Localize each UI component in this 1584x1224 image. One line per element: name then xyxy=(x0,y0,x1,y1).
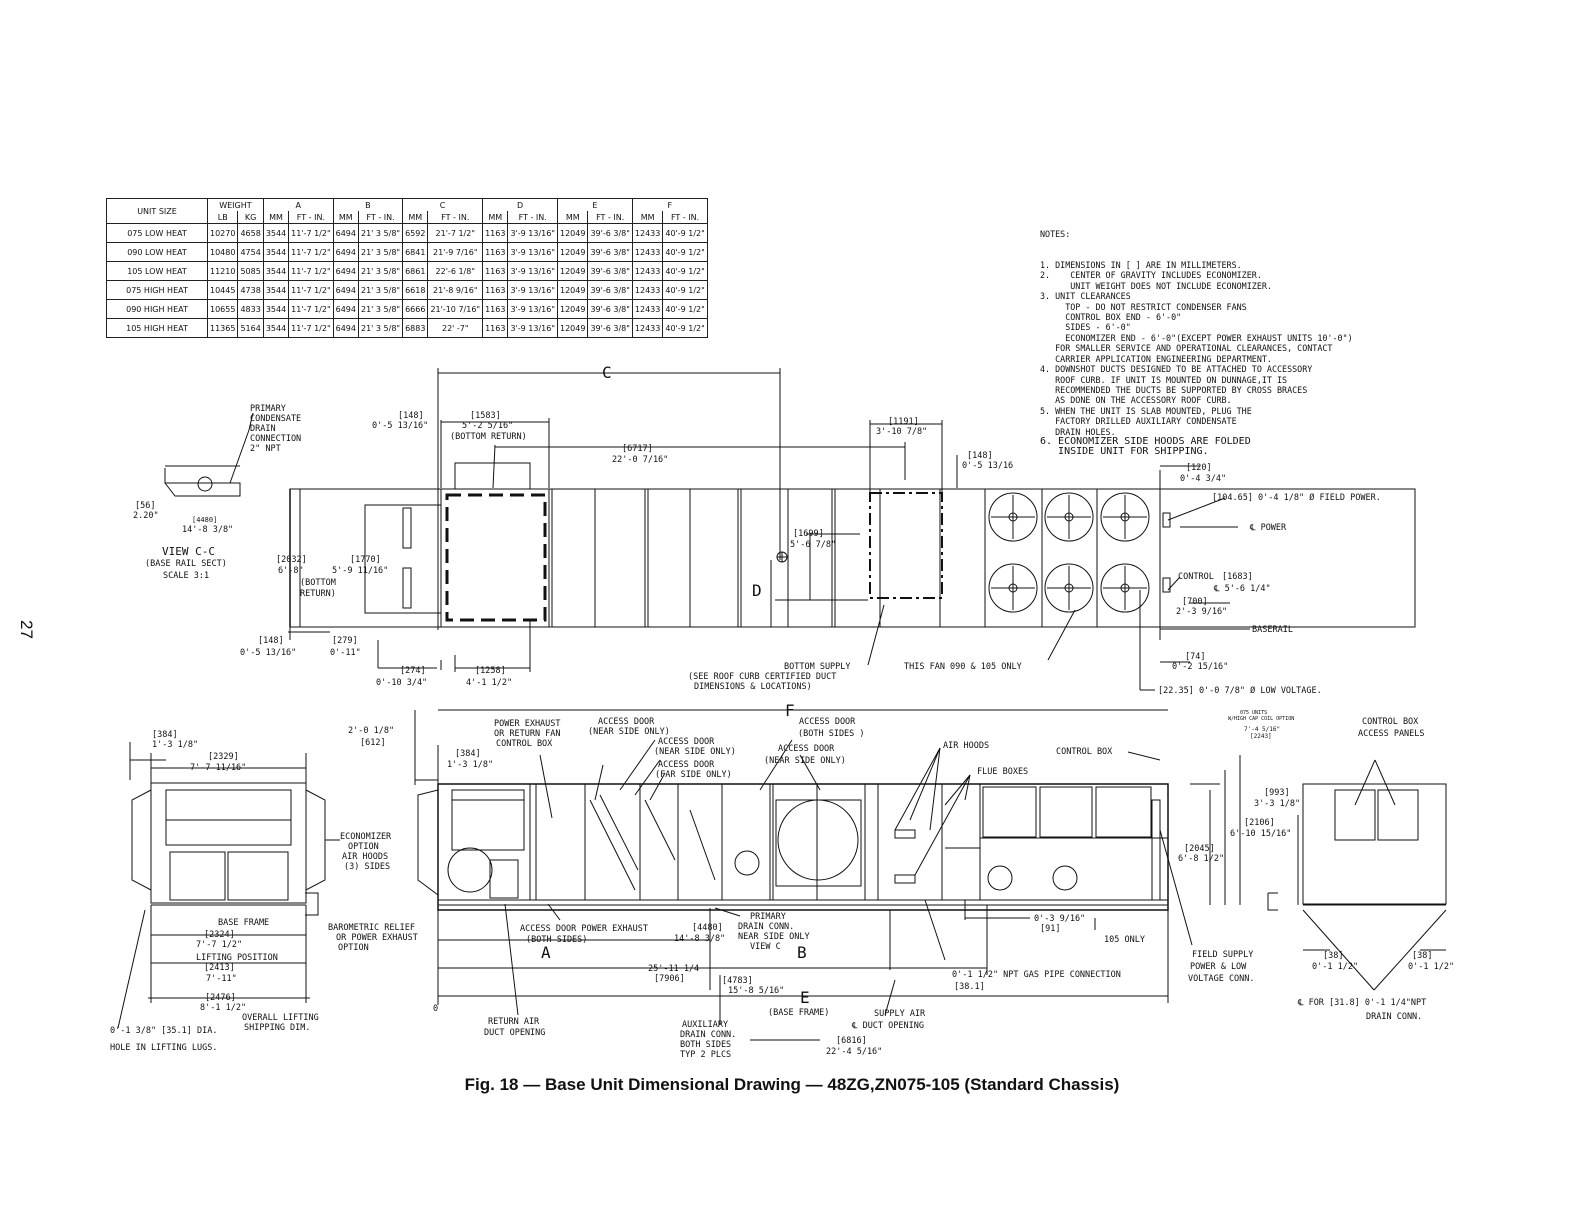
table-cell: 11'-7 1/2" xyxy=(289,243,333,262)
condenser-fans xyxy=(989,489,1149,627)
note-line: ROOF CURB. IF UNIT IS MOUNTED ON DUNNAGE,IT IS xyxy=(1040,374,1288,385)
note-line: INSIDE UNIT FOR SHIPPING. xyxy=(1040,446,1209,458)
label-power-exhaust-2: CONTROL BOX xyxy=(496,739,553,749)
label-auxiliary-2: BOTH SIDES xyxy=(680,1040,732,1050)
table-cell: 6883 xyxy=(403,319,428,338)
label-d56-in: 2.20" xyxy=(133,511,159,521)
label-d2476-mm: [2476] xyxy=(205,993,236,1003)
table-header-c: C xyxy=(403,199,483,212)
label-overall-1: SHIPPING DIM. xyxy=(244,1023,311,1033)
table-cell: 6494 xyxy=(333,319,358,338)
notes-heading: NOTES: xyxy=(1040,228,1071,239)
label-field-supply-2: VOLTAGE CONN. xyxy=(1188,974,1255,984)
label-primary-drain-0: PRIMARY xyxy=(750,912,786,922)
table-cell: 39'-6 3/8" xyxy=(588,224,632,243)
table-subheader: FT - IN. xyxy=(428,211,483,224)
label-primary-condensate-4: 2" NPT xyxy=(250,444,281,454)
label-d2413-ft: 7'-11" xyxy=(206,974,237,984)
label-this-fan: THIS FAN 090 & 105 ONLY xyxy=(904,662,1022,672)
label-d4480-ft: 14'-8 3/8" xyxy=(182,525,234,535)
note-line: UNIT WEIGHT DOES NOT INCLUDE ECONOMIZER. xyxy=(1040,280,1272,291)
table-subheader: MM xyxy=(263,211,288,224)
table-cell: 39'-6 3/8" xyxy=(588,262,632,281)
label-d1583-ft: 5'-2 5/16" xyxy=(462,421,514,431)
table-cell: 40'-9 1/2" xyxy=(663,300,707,319)
label-d384b-mm: [384] xyxy=(455,749,481,759)
table-cell: 21' 3 5/8" xyxy=(358,281,402,300)
note-line: 1. DIMENSIONS IN [ ] ARE IN MILLIMETERS. xyxy=(1040,260,1242,271)
table-cell: 12433 xyxy=(632,300,662,319)
label-d148c-ft: 0'-5 13/16" xyxy=(240,648,297,658)
label-d148c-mm: [148] xyxy=(258,636,284,646)
table-cell: 10445 xyxy=(208,281,238,300)
table-cell: 11'-7 1/2" xyxy=(289,300,333,319)
label-base-frame2: (BASE FRAME) xyxy=(768,1008,830,1018)
label-d2045-ft: 6'-8 1/2" xyxy=(1178,854,1225,864)
label-economizer-0: ECONOMIZER xyxy=(340,832,392,842)
label-access-near1-1: (NEAR SIDE ONLY) xyxy=(588,727,670,737)
label-access-near3-0: ACCESS DOOR xyxy=(778,744,835,754)
table-subheader: MM xyxy=(558,211,588,224)
label-base-frame: BASE FRAME xyxy=(218,918,270,928)
table-cell: 11'-7 1/2" xyxy=(289,262,333,281)
label-d1699-ft: 5'-6 7/8" xyxy=(790,540,837,550)
label-overall-0: OVERALL LIFTING xyxy=(242,1013,319,1023)
label-d4783-mm: [4783] xyxy=(722,976,753,986)
table-cell-unit-size: 090 HIGH HEAT xyxy=(107,300,208,319)
table-cell: 3544 xyxy=(263,300,288,319)
table-cell: 21'-7 1/2" xyxy=(428,224,483,243)
table-cell: 39'-6 3/8" xyxy=(588,300,632,319)
table-cell: 40'-9 1/2" xyxy=(663,243,707,262)
label-d91-mm: [91] xyxy=(1040,924,1061,934)
table-cell: 12049 xyxy=(558,319,588,338)
label-auxiliary-1: DRAIN CONN. xyxy=(680,1030,737,1040)
label-auxiliary-3: TYP 2 PLCS xyxy=(680,1050,732,1060)
table-cell: 40'-9 1/2" xyxy=(663,262,707,281)
label-gas-pipe-0: 0'-1 1/2" NPT GAS PIPE CONNECTION xyxy=(952,970,1121,980)
label-d6816-mm: [6816] xyxy=(836,1036,867,1046)
label-d4480-mm: [4480] xyxy=(192,516,218,524)
label-d2032-mm: [2032] xyxy=(276,555,307,565)
table-cell: 22'-6 1/8" xyxy=(428,262,483,281)
label-barometric-0: BAROMETRIC RELIEF xyxy=(328,923,415,933)
label-d384a-mm: [384] xyxy=(152,730,178,740)
table-cell: 12433 xyxy=(632,262,662,281)
table-cell: 6494 xyxy=(333,243,358,262)
table-subheader: MM xyxy=(483,211,508,224)
label-field-supply-1: POWER & LOW xyxy=(1190,962,1247,972)
label-power: ℄ POWER xyxy=(1250,523,1287,533)
label-d7906-ft: 25'-11 1/4 xyxy=(648,964,700,974)
label-field-power: [104.65] 0'-4 1/8" Ø FIELD POWER. xyxy=(1212,493,1381,503)
table-cell: 21'-8 9/16" xyxy=(428,281,483,300)
note-line: TOP - DO NOT RESTRICT CONDENSER FANS xyxy=(1040,301,1247,312)
note-line: FACTORY DRILLED AUXILIARY CONDENSATE xyxy=(1040,416,1237,427)
dim-letter-c: C xyxy=(602,363,612,382)
label-coil-option-1: W/HIGH CAP COIL OPTION xyxy=(1228,716,1295,722)
table-cell: 3'-9 13/16" xyxy=(508,224,558,243)
label-d1770-ft: 5'-9 11/16" xyxy=(332,566,389,576)
label-access-both-0: ACCESS DOOR xyxy=(799,717,856,727)
note-line: AS DONE ON THE ACCESSORY ROOF CURB. xyxy=(1040,395,1232,406)
label-d74-ft: 0'-2 15/16" xyxy=(1172,662,1229,672)
label-access-near3-1: (NEAR SIDE ONLY) xyxy=(764,756,846,766)
label-gas-pipe-1: [38.1] xyxy=(954,982,985,992)
note-line: 4. DOWNSHOT DUCTS DESIGNED TO BE ATTACHED TO ACCESSORY xyxy=(1040,364,1313,375)
table-cell: 1163 xyxy=(483,224,508,243)
label-d1770-note2: RETURN) xyxy=(300,589,336,599)
label-d7906-mm: [7906] xyxy=(654,974,685,984)
label-auxiliary-0: AUXILIARY xyxy=(682,1020,729,1030)
table-cell: 3544 xyxy=(263,243,288,262)
label-d2032-ft: 6'-8" xyxy=(278,566,304,576)
table-subheader: MM xyxy=(632,211,662,224)
table-cell: 6592 xyxy=(403,224,428,243)
table-cell: 1163 xyxy=(483,281,508,300)
table-cell: 11'-7 1/2" xyxy=(289,224,333,243)
label-view-cc-sub: (BASE RAIL SECT) xyxy=(145,559,227,569)
table-cell: 12433 xyxy=(632,281,662,300)
dim-letter-b: B xyxy=(797,943,807,962)
table-subheader: FT - IN. xyxy=(289,211,333,224)
label-primary-condensate-0: PRIMARY xyxy=(250,404,286,414)
label-d38a-ft: 0'-1 1/2" xyxy=(1312,962,1359,972)
page-number: 27 xyxy=(17,620,36,639)
table-cell: 1163 xyxy=(483,262,508,281)
label-primary-condensate-2: DRAIN xyxy=(250,424,276,434)
table-subheader: FT - IN. xyxy=(508,211,558,224)
label-bottom-supply-1: (SEE ROOF CURB CERTIFIED DUCT xyxy=(688,672,837,682)
label-coil-option-2: 7'-4 5/16" xyxy=(1244,726,1281,733)
label-d1683-mm: [1683] xyxy=(1222,572,1253,582)
label-economizer-1: OPTION xyxy=(348,842,379,852)
table-subheader: MM xyxy=(333,211,358,224)
table-cell: 11210 xyxy=(208,262,238,281)
label-control-box-access-0: CONTROL BOX xyxy=(1362,717,1419,727)
table-cell: 12433 xyxy=(632,319,662,338)
label-access-near1-0: ACCESS DOOR xyxy=(598,717,655,727)
label-d2324-mm: [2324] xyxy=(204,930,235,940)
label-lug-hole-0: 0'-1 3/8" [35.1] DIA. xyxy=(110,1026,218,1036)
table-cell: 40'-9 1/2" xyxy=(663,319,707,338)
table-cell: 21' 3 5/8" xyxy=(358,319,402,338)
table-cell: 6841 xyxy=(403,243,428,262)
label-d2476-ft: 8'-1 1/2" xyxy=(200,1003,247,1013)
label-low-voltage: [22.35] 0'-0 7/8" Ø LOW VOLTAGE. xyxy=(1158,686,1322,696)
label-access-near2-0: ACCESS DOOR xyxy=(658,737,715,747)
bottom-return-outline xyxy=(447,495,545,620)
table-cell: 10270 xyxy=(208,224,238,243)
table-subheader: KG xyxy=(238,211,263,224)
label-d6717-mm: [6717] xyxy=(622,444,653,454)
side-view-labels xyxy=(110,710,1454,1060)
label-access-far-1: (FAR SIDE ONLY) xyxy=(655,770,732,780)
table-cell: 6494 xyxy=(333,281,358,300)
top-view-labels xyxy=(133,404,1381,696)
table-cell: 39'-6 3/8" xyxy=(588,281,632,300)
label-d384a-ft: 1'-3 1/8" xyxy=(152,740,199,750)
note-line: 6. ECONOMIZER SIDE HOODS ARE FOLDED xyxy=(1040,435,1251,447)
label-access-near2-1: (NEAR SIDE ONLY) xyxy=(654,747,736,757)
label-d1258-ft: 4'-1 1/2" xyxy=(466,678,513,688)
label-d2329-ft: 7'-7 11/16" xyxy=(190,763,247,773)
label-view-cc-scale: SCALE 3:1 xyxy=(163,571,210,581)
label-drain-conn-0: ℄ FOR [31.8] 0'-1 1/4"NPT xyxy=(1298,998,1427,1008)
label-lifting: LIFTING POSITION xyxy=(196,953,278,963)
label-d120-ft: 0'-4 3/4" xyxy=(1180,474,1227,484)
table-cell: 21' 3 5/8" xyxy=(358,224,402,243)
label-zero: 0 xyxy=(433,1004,439,1014)
label-barometric-1: OR POWER EXHAUST xyxy=(336,933,418,943)
table-cell: 21'-10 7/16" xyxy=(428,300,483,319)
table-subheader: FT - IN. xyxy=(588,211,632,224)
label-d4783-ft: 15'-8 5/16" xyxy=(728,986,785,996)
label-d279-ft: 0'-11" xyxy=(330,648,361,658)
table-cell: 3'-9 13/16" xyxy=(508,262,558,281)
table-cell: 21'-9 7/16" xyxy=(428,243,483,262)
table-cell-unit-size: 075 HIGH HEAT xyxy=(107,281,208,300)
label-d6717-ft: 22'-0 7/16" xyxy=(612,455,669,465)
label-d993-mm: [993] xyxy=(1264,788,1290,798)
label-d1191-ft: 3'-10 7/8" xyxy=(876,427,928,437)
table-cell: 6618 xyxy=(403,281,428,300)
label-bottom-supply-0: BOTTOM SUPPLY xyxy=(784,662,851,672)
label-d148-ft: 0'-5 13/16" xyxy=(372,421,429,431)
label-primary-condensate-3: CONNECTION xyxy=(250,434,302,444)
table-cell: 3544 xyxy=(263,262,288,281)
table-cell: 1163 xyxy=(483,300,508,319)
label-access-far-0: ACCESS DOOR xyxy=(658,760,715,770)
label-lug-hole-1: HOLE IN LIFTING LUGS. xyxy=(110,1043,218,1053)
label-d120-mm: [120] xyxy=(1186,463,1212,473)
table-header-a: A xyxy=(263,199,333,212)
label-d274-mm: [274] xyxy=(400,666,426,676)
table-cell: 21' 3 5/8" xyxy=(358,243,402,262)
table-cell: 5085 xyxy=(238,262,263,281)
label-control-box: CONTROL BOX xyxy=(1056,747,1113,757)
figure-caption: Fig. 18 — Base Unit Dimensional Drawing — 48ZG,ZN075-105 (Standard Chassis) xyxy=(464,1075,1120,1094)
label-d2-0-mm: [612] xyxy=(360,738,386,748)
label-economizer-3: (3) SIDES xyxy=(344,862,391,872)
label-d6816-ft: 22'-4 5/16" xyxy=(826,1047,883,1057)
table-cell: 6494 xyxy=(333,300,358,319)
label-primary-drain-3: VIEW C xyxy=(750,942,781,952)
label-d1191-mm: [1191] xyxy=(888,417,919,427)
table-cell: 4738 xyxy=(238,281,263,300)
table-cell: 40'-9 1/2" xyxy=(663,224,707,243)
label-d1770-mm: [1770] xyxy=(350,555,381,565)
label-d993-ft: 3'-3 1/8" xyxy=(1254,799,1301,809)
label-air-hoods: AIR HOODS xyxy=(943,741,990,751)
label-d2106-ft: 6'-10 15/16" xyxy=(1230,829,1292,839)
note-line: 2. CENTER OF GRAVITY INCLUDES ECONOMIZER. xyxy=(1040,270,1262,281)
label-d4480b-mm: [4480] xyxy=(692,923,723,933)
label-barometric-2: OPTION xyxy=(338,943,369,953)
label-d148b-ft: 0'-5 13/16 xyxy=(962,461,1014,471)
label-d700-mm: [700] xyxy=(1182,597,1208,607)
table-cell: 12049 xyxy=(558,243,588,262)
label-105-only: 105 ONLY xyxy=(1104,935,1145,945)
label-supply-air-0: SUPPLY AIR xyxy=(874,1009,926,1019)
table-cell: 4833 xyxy=(238,300,263,319)
left-end-view xyxy=(118,742,340,1028)
label-d1683-ft: ℄ 5'-6 1/4" xyxy=(1214,584,1271,594)
label-d1583-mm: [1583] xyxy=(470,411,501,421)
table-cell: 10655 xyxy=(208,300,238,319)
table-cell: 1163 xyxy=(483,243,508,262)
table-cell: 3544 xyxy=(263,281,288,300)
label-d1583-note: (BOTTOM RETURN) xyxy=(450,432,527,442)
table-header-unit-size: UNIT SIZE xyxy=(107,199,208,224)
label-d56-mm: [56] xyxy=(135,501,156,511)
table-cell: 5164 xyxy=(238,319,263,338)
label-d38a-mm: [38] xyxy=(1323,951,1344,961)
table-cell: 1163 xyxy=(483,319,508,338)
label-d2329-mm: [2329] xyxy=(208,752,239,762)
table-header-weight: WEIGHT xyxy=(208,199,264,212)
label-flue-boxes: FLUE BOXES xyxy=(977,767,1029,777)
label-d2106-mm: [2106] xyxy=(1244,818,1275,828)
label-primary-condensate-1: CONDENSATE xyxy=(250,414,302,424)
table-cell: 6494 xyxy=(333,224,358,243)
label-control-box-access-1: ACCESS PANELS xyxy=(1358,729,1425,739)
table-cell: 12049 xyxy=(558,281,588,300)
note-line: ECONOMIZER END - 6'-0"(EXCEPT POWER EXHAUST UNITS 10'-0") xyxy=(1040,332,1353,343)
label-coil-option-0: 075 UNITS xyxy=(1240,710,1268,716)
label-d384b-ft: 1'-3 1/8" xyxy=(447,760,494,770)
note-line: FOR SMALLER SERVICE AND OPERATIONAL CLEARANCES, CONTACT xyxy=(1040,343,1333,354)
label-d1258-mm: [1258] xyxy=(475,666,506,676)
table-cell: 6861 xyxy=(403,262,428,281)
table-cell: 6666 xyxy=(403,300,428,319)
label-d2045-mm: [2045] xyxy=(1184,844,1215,854)
label-field-supply-0: FIELD SUPPLY xyxy=(1192,950,1254,960)
table-header-b: B xyxy=(333,199,402,212)
note-line: 5. WHEN THE UNIT IS SLAB MOUNTED, PLUG THE xyxy=(1040,405,1252,416)
note-line: DRAIN HOLES. xyxy=(1040,426,1116,437)
table-subheader: FT - IN. xyxy=(663,211,707,224)
table-subheader: LB xyxy=(208,211,238,224)
label-return-air-0: RETURN AIR xyxy=(488,1017,540,1027)
label-d91-ft: 0'-3 9/16" xyxy=(1034,914,1086,924)
label-d4480b-ft: 14'-8 3/8" xyxy=(674,934,726,944)
label-d2324-ft: 7'-7 1/2" xyxy=(196,940,243,950)
note-line: 3. UNIT CLEARANCES xyxy=(1040,291,1131,302)
note-line: RECOMMENDED THE DUCTS BE SUPPORTED BY CROSS BRACES xyxy=(1040,384,1308,395)
label-bottom-supply-2: DIMENSIONS & LOCATIONS) xyxy=(694,682,812,692)
table-cell: 39'-6 3/8" xyxy=(588,319,632,338)
table-cell: 3544 xyxy=(263,224,288,243)
label-d1699-mm: [1699] xyxy=(793,529,824,539)
label-power-exhaust-0: POWER EXHAUST xyxy=(494,719,561,729)
table-cell: 12049 xyxy=(558,224,588,243)
table-cell: 11365 xyxy=(208,319,238,338)
label-d2-0-ft: 2'-0 1/8" xyxy=(348,726,395,736)
table-cell: 3'-9 13/16" xyxy=(508,319,558,338)
table-cell-unit-size: 105 HIGH HEAT xyxy=(107,319,208,338)
table-cell: 12433 xyxy=(632,224,662,243)
table-cell: 4754 xyxy=(238,243,263,262)
table-cell-unit-size: 075 LOW HEAT xyxy=(107,224,208,243)
label-control: CONTROL xyxy=(1178,572,1214,582)
label-access-both-1: (BOTH SIDES ) xyxy=(798,729,865,739)
table-cell: 4658 xyxy=(238,224,263,243)
table-cell: 22' -7" xyxy=(428,319,483,338)
label-d148b-mm: [148] xyxy=(967,451,993,461)
table-cell: 12433 xyxy=(632,243,662,262)
label-access-power-exhaust-0: ACCESS DOOR POWER EXHAUST xyxy=(520,924,648,934)
table-subheader: FT - IN. xyxy=(358,211,402,224)
table-cell: 3'-9 13/16" xyxy=(508,281,558,300)
label-supply-air-1: ℄ DUCT OPENING xyxy=(852,1021,924,1031)
table-cell-unit-size: 090 LOW HEAT xyxy=(107,243,208,262)
label-d148-mm: [148] xyxy=(398,411,424,421)
label-d38b-ft: 0'-1 1/2" xyxy=(1408,962,1455,972)
label-d700-ft: 2'-3 9/16" xyxy=(1176,607,1228,617)
note-line: CONTROL BOX END - 6'-0" xyxy=(1040,312,1182,323)
table-cell: 10480 xyxy=(208,243,238,262)
label-d2413-mm: [2413] xyxy=(204,963,235,973)
table-cell: 3'-9 13/16" xyxy=(508,243,558,262)
table-cell: 39'-6 3/8" xyxy=(588,243,632,262)
label-d279-mm: [279] xyxy=(332,636,358,646)
label-d38b-mm: [38] xyxy=(1412,951,1433,961)
note-line: CARRIER APPLICATION ENGINEERING DEPARTMENT. xyxy=(1040,353,1272,364)
label-view-cc: VIEW C-C xyxy=(162,545,215,558)
table-cell: 40'-9 1/2" xyxy=(663,281,707,300)
table-cell: 3'-9 13/16" xyxy=(508,300,558,319)
note-line: SIDES - 6'-0" xyxy=(1040,322,1131,333)
label-baserail: BASERAIL xyxy=(1252,625,1293,635)
table-cell: 21' 3 5/8" xyxy=(358,300,402,319)
table-cell: 12049 xyxy=(558,300,588,319)
label-d1770-note1: (BOTTOM xyxy=(300,578,336,588)
label-primary-drain-2: NEAR SIDE ONLY xyxy=(738,932,810,942)
table-header-d: D xyxy=(483,199,558,212)
dim-letter-d: D xyxy=(752,581,762,600)
table-subheader: MM xyxy=(403,211,428,224)
dim-letter-a: A xyxy=(541,943,551,962)
table-cell: 3544 xyxy=(263,319,288,338)
table-header-e: E xyxy=(558,199,633,212)
view-cc-base-rail xyxy=(165,466,240,496)
table-cell: 6494 xyxy=(333,262,358,281)
label-primary-drain-1: DRAIN CONN. xyxy=(738,922,795,932)
label-coil-option-3: [2243] xyxy=(1250,733,1272,740)
table-cell: 11'-7 1/2" xyxy=(289,319,333,338)
table-header-f: F xyxy=(632,199,707,212)
label-economizer-2: AIR HOODS xyxy=(342,852,389,862)
bottom-supply-outline xyxy=(870,493,942,598)
label-d274-ft: 0'-10 3/4" xyxy=(376,678,428,688)
label-return-air-1: DUCT OPENING xyxy=(484,1028,546,1038)
label-drain-conn-1: DRAIN CONN. xyxy=(1366,1012,1423,1022)
top-view-outline xyxy=(290,463,1415,627)
dim-letter-e: E xyxy=(800,988,810,1007)
label-access-power-exhaust-1: (BOTH SIDES) xyxy=(526,935,588,945)
label-d74-mm: [74] xyxy=(1185,652,1206,662)
table-cell: 11'-7 1/2" xyxy=(289,281,333,300)
label-power-exhaust-1: OR RETURN FAN xyxy=(494,729,561,739)
table-cell: 21' 3 5/8" xyxy=(358,262,402,281)
table-cell-unit-size: 105 LOW HEAT xyxy=(107,262,208,281)
table-cell: 12049 xyxy=(558,262,588,281)
dim-letter-f: F xyxy=(785,701,795,720)
